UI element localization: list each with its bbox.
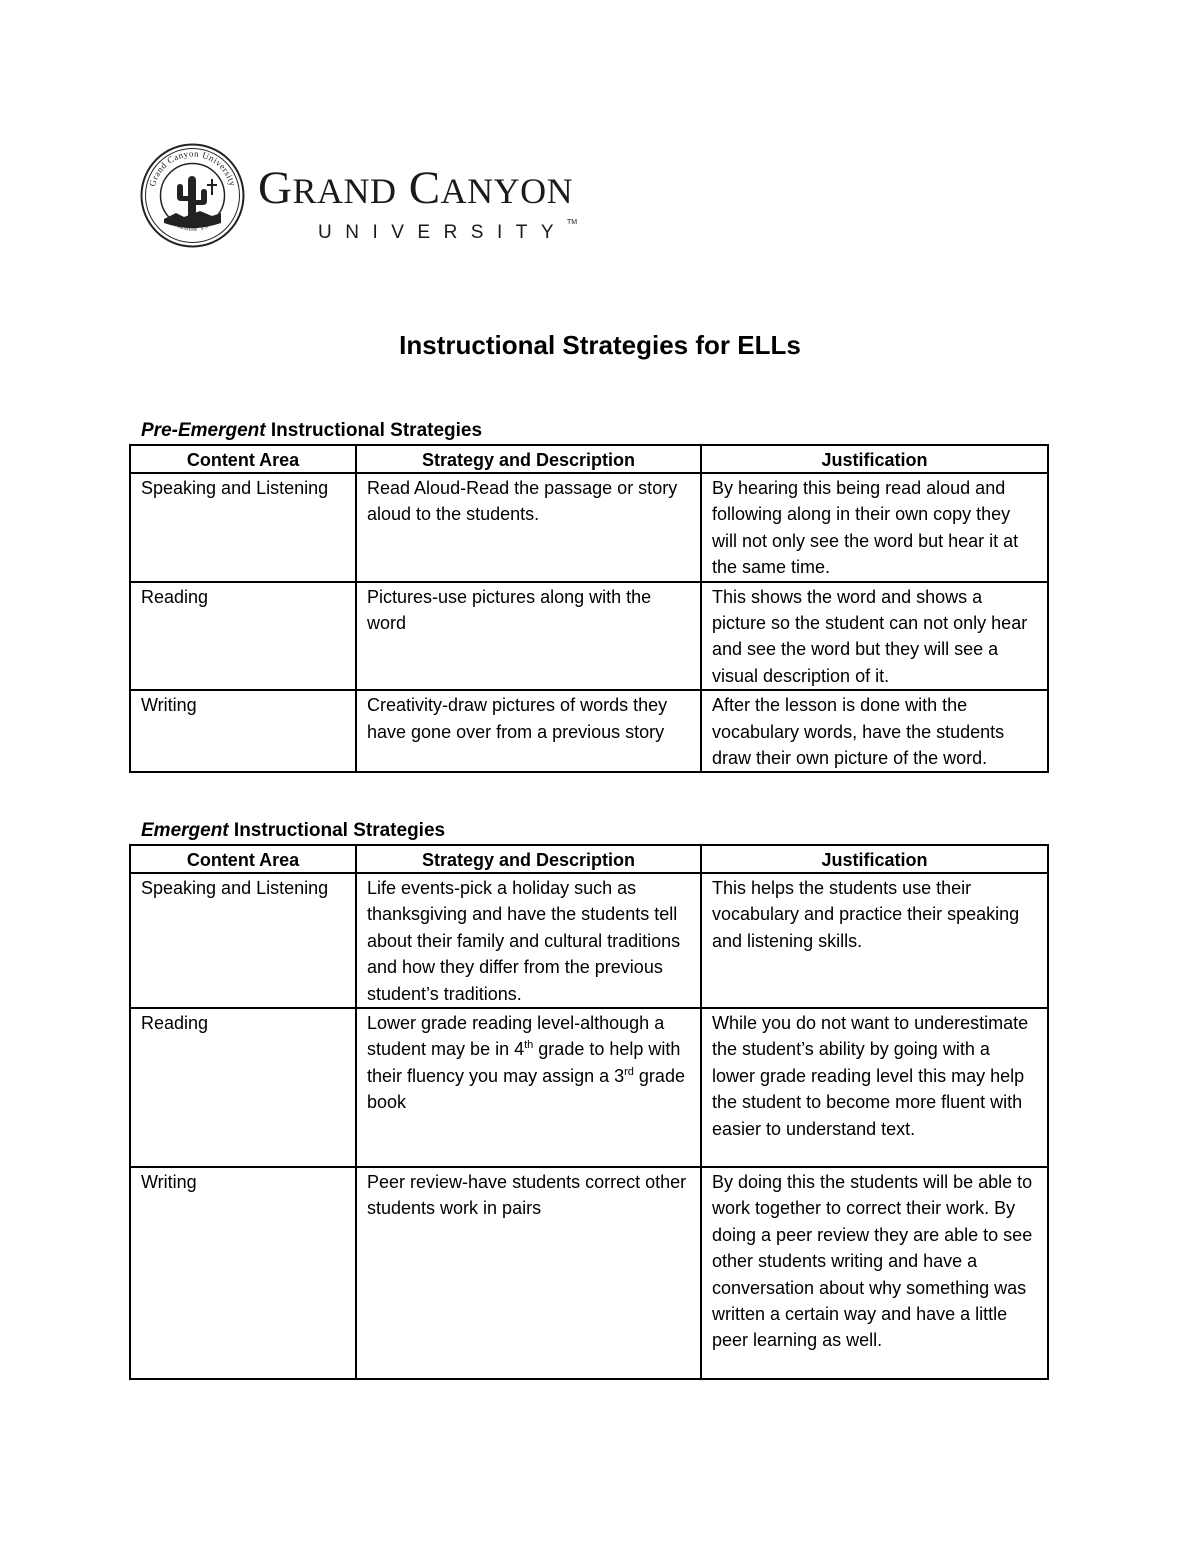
cell-strategy: Creativity-draw pictures of words they have gone over from a previous story [356, 690, 701, 772]
cell-content-area: Writing [130, 1167, 356, 1379]
cell-content-area: Reading [130, 1008, 356, 1167]
header-content-area: Content Area [130, 845, 356, 873]
cell-content-area: Speaking and Listening [130, 873, 356, 1008]
cell-strategy: Lower grade reading level-although a student may be in 4th grade to help with their fluency you may assign a 3rd grade book [356, 1008, 701, 1167]
cell-strategy: Peer review-have students correct other students work in pairs [356, 1167, 701, 1379]
table-header-row [130, 445, 1048, 473]
university-logo [140, 143, 620, 248]
header-strategy: Strategy and Description [356, 445, 701, 473]
cell-strategy: Pictures-use pictures along with the word [356, 582, 701, 691]
table-row [130, 473, 1048, 582]
section-title-emergent: Emergent Instructional Strategies [141, 820, 446, 841]
cell-justification: By hearing this being read aloud and following along in their own copy they will not only see the word but hear it at the same time. [701, 473, 1048, 582]
cell-content-area: Speaking and Listening [130, 473, 356, 582]
header-content-area: Content Area [130, 445, 356, 473]
table-row [130, 690, 1048, 772]
header-justification: Justification [701, 445, 1048, 473]
table-row [130, 873, 1048, 1008]
cell-content-area: Reading [130, 582, 356, 691]
cell-justification: This helps the students use their vocabulary and practice their speaking and listening skills. [701, 873, 1048, 1008]
university-seal-icon [140, 143, 245, 248]
logo-wordmark: GRAND CANYON [258, 162, 574, 214]
pre-emergent-strategies-table [129, 444, 1049, 773]
document-title: Instructional Strategies for ELLs [399, 330, 801, 360]
logo-subtitle: UNIVERSITY™ [318, 219, 578, 243]
table-row [130, 582, 1048, 691]
section-title-pre-emergent: Pre-Emergent Instructional Strategies [141, 420, 483, 441]
cell-justification: This shows the word and shows a picture so the student can not only hear and see the word but they will see a visual description of it. [701, 582, 1048, 691]
cell-justification: While you do not want to underestimate the student’s ability by going with a lower grade reading level this may help the student to become more fluent with easier to understand text. [701, 1008, 1048, 1167]
cell-justification: By doing this the students will be able to work together to correct their work. By doing a peer review they are able to see other students writing and have a conversation about why something was written a certain way and have a little peer learning as well. [701, 1167, 1048, 1379]
table-header-row [130, 845, 1048, 873]
svg-text:Grand Canyon University: Grand Canyon University [147, 148, 238, 188]
header-justification: Justification [701, 845, 1048, 873]
emergent-strategies-table [129, 844, 1049, 1380]
header-strategy: Strategy and Description [356, 845, 701, 873]
cell-strategy: Life events-pick a holiday such as thanksgiving and have the students tell about their family and cultural traditions and how they differ from the previous student’s traditions. [356, 873, 701, 1008]
cell-strategy: Read Aloud-Read the passage or story aloud to the students. [356, 473, 701, 582]
table-row [130, 1008, 1048, 1167]
table-row [130, 1167, 1048, 1379]
cell-justification: After the lesson is done with the vocabulary words, have the students draw their own picture of the word. [701, 690, 1048, 772]
cell-content-area: Writing [130, 690, 356, 772]
